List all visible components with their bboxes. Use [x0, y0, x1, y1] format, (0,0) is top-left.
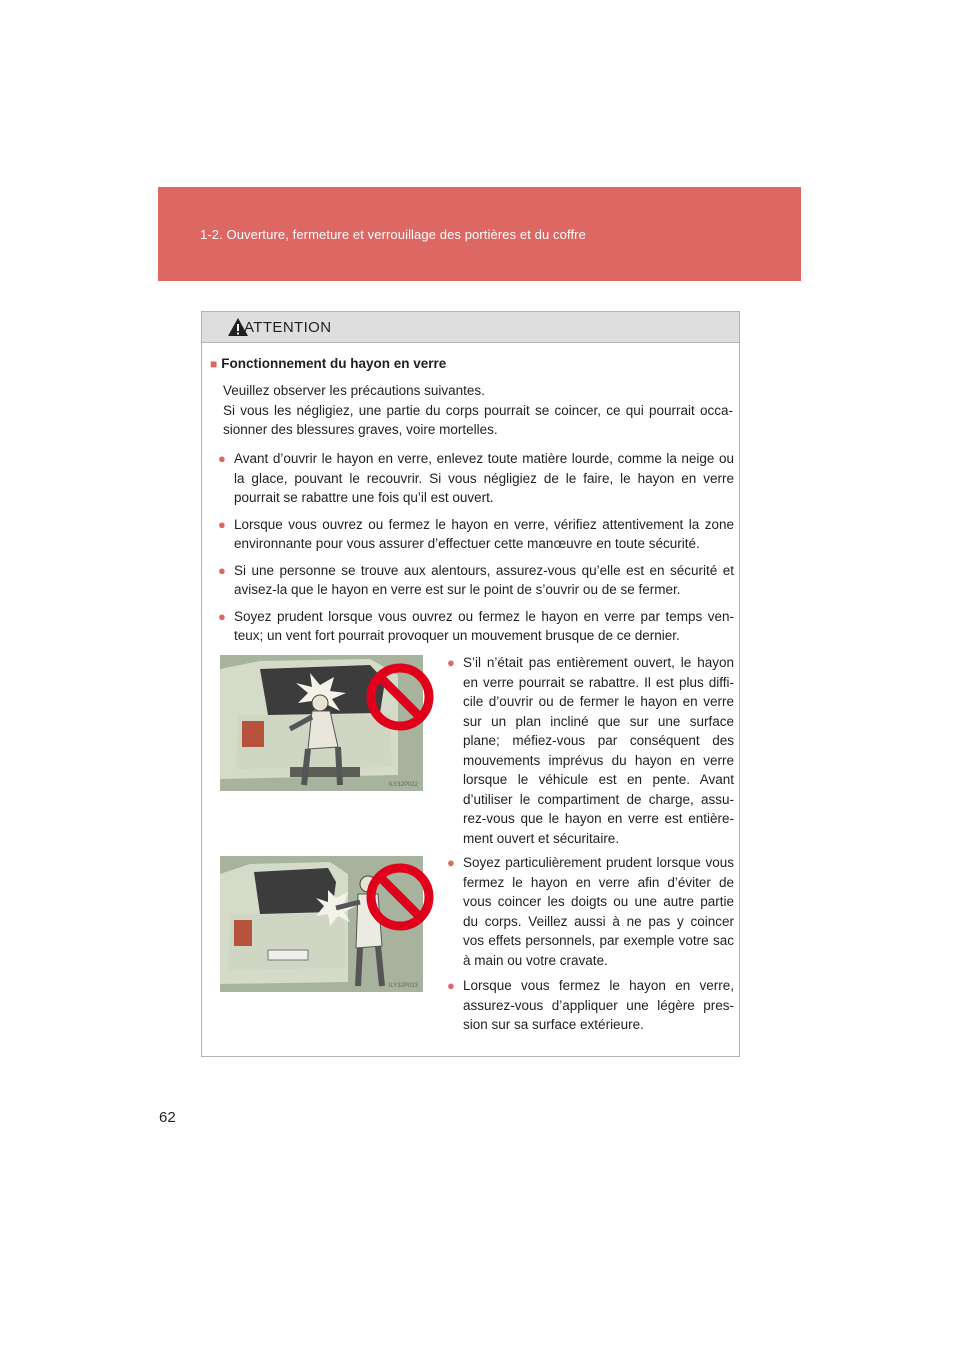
list-item-text: Lorsque vous fermez le hayon en verre, assurez-vous d’appliquer une légère pres-sion sur sa surface extérieure.	[463, 978, 734, 1032]
intro-line-1: Veuillez observer les précautions suivantes.	[223, 383, 485, 398]
warning-title: ATTENTION	[244, 319, 332, 336]
intro-text	[223, 381, 733, 440]
prohibition-sign-icon	[365, 662, 435, 732]
image-code-2: ILY32P023	[388, 983, 418, 989]
list-item	[218, 561, 734, 600]
bullet-dot-icon: ●	[218, 562, 226, 578]
section-heading-text: Fonctionnement du hayon en verre	[221, 356, 447, 371]
bullet-dot-icon: ●	[218, 451, 226, 466]
list-item	[218, 607, 734, 646]
bullet-dot-icon: ●	[447, 655, 455, 670]
bullet-dot-icon: ●	[447, 978, 455, 993]
bullet-dot-icon: ●	[447, 855, 455, 870]
list-item-text: Soyez particulièrement prudent lorsque vous fermez le hayon en verre afin d’éviter de vous coincer les doigts ou une autre partie du corps. Veillez aussi à ne pas y coincer vos effets personnels, par exemple votre sac à main ou votre cravate.	[463, 855, 734, 968]
warning-header	[202, 312, 739, 343]
list-item	[447, 976, 734, 1035]
bullet-dot-icon: ●	[218, 608, 226, 624]
section-heading	[210, 356, 446, 371]
warning-box	[201, 311, 740, 1057]
list-item-text: Avant d’ouvrir le hayon en verre, enlevez toute matière lourde, comme la neige ou la glace, pouvant le recouvrir. Si vous négligiez de le faire, le hayon en verre pourrait se rabattre une fois qu’il est ouvert.	[234, 451, 734, 505]
page-number: 62	[159, 1109, 176, 1126]
chapter-title: 1-2. Ouverture, fermeture et verrouillage des portières et du coffre	[200, 227, 586, 242]
list-item	[218, 515, 734, 554]
prohibition-sign-icon	[365, 862, 435, 932]
list-item-text: Soyez prudent lorsque vous ouvrez ou fermez le hayon en verre par temps ven-teux; un vent fort pourrait provoquer un mouvement brusque de ce dernier.	[234, 608, 734, 643]
list-item-text: Lorsque vous ouvrez ou fermez le hayon en verre, vérifiez attentivement la zone environnante pour vous assurer d’effectuer cette manœuvre en toute sécurité.	[234, 516, 734, 551]
list-item	[447, 853, 734, 970]
chapter-header-band	[158, 187, 801, 281]
image-code-1: ILY32P022	[388, 782, 418, 788]
side-text-1	[447, 653, 734, 854]
side-text-2	[447, 853, 734, 1041]
square-bullet-icon: ■	[210, 357, 218, 371]
list-item-text: S’il n’était pas entièrement ouvert, le hayon en verre pourrait se rabattre. Il est plus diffi-cile d’ouvrir ou de fermer le hayon en verre sur un plan incliné que sur une surface plane; méfiez-vous par conséquent des mouvements imprévus du hayon en verre lorsque le véhicule est en pente. Avant d’utiliser le compartiment de charge, assu-rez-vous que le hayon en verre est entière-ment ouvert et sécuritaire.	[463, 655, 734, 846]
list-item	[447, 653, 734, 848]
list-item-text: Si une personne se trouve aux alentours, assurez-vous qu’elle est en sécurité et avisez-la que le hayon en verre est sur le point de s’ouvrir ou de se fermer.	[234, 562, 734, 597]
intro-line-2: Si vous les négligiez, une partie du corps pourrait se coincer, ce qui pourrait occa-sionner des blessures graves, voire mortelles.	[223, 402, 733, 437]
bullet-list	[218, 449, 734, 653]
list-item	[218, 449, 734, 508]
bullet-dot-icon: ●	[218, 516, 226, 532]
